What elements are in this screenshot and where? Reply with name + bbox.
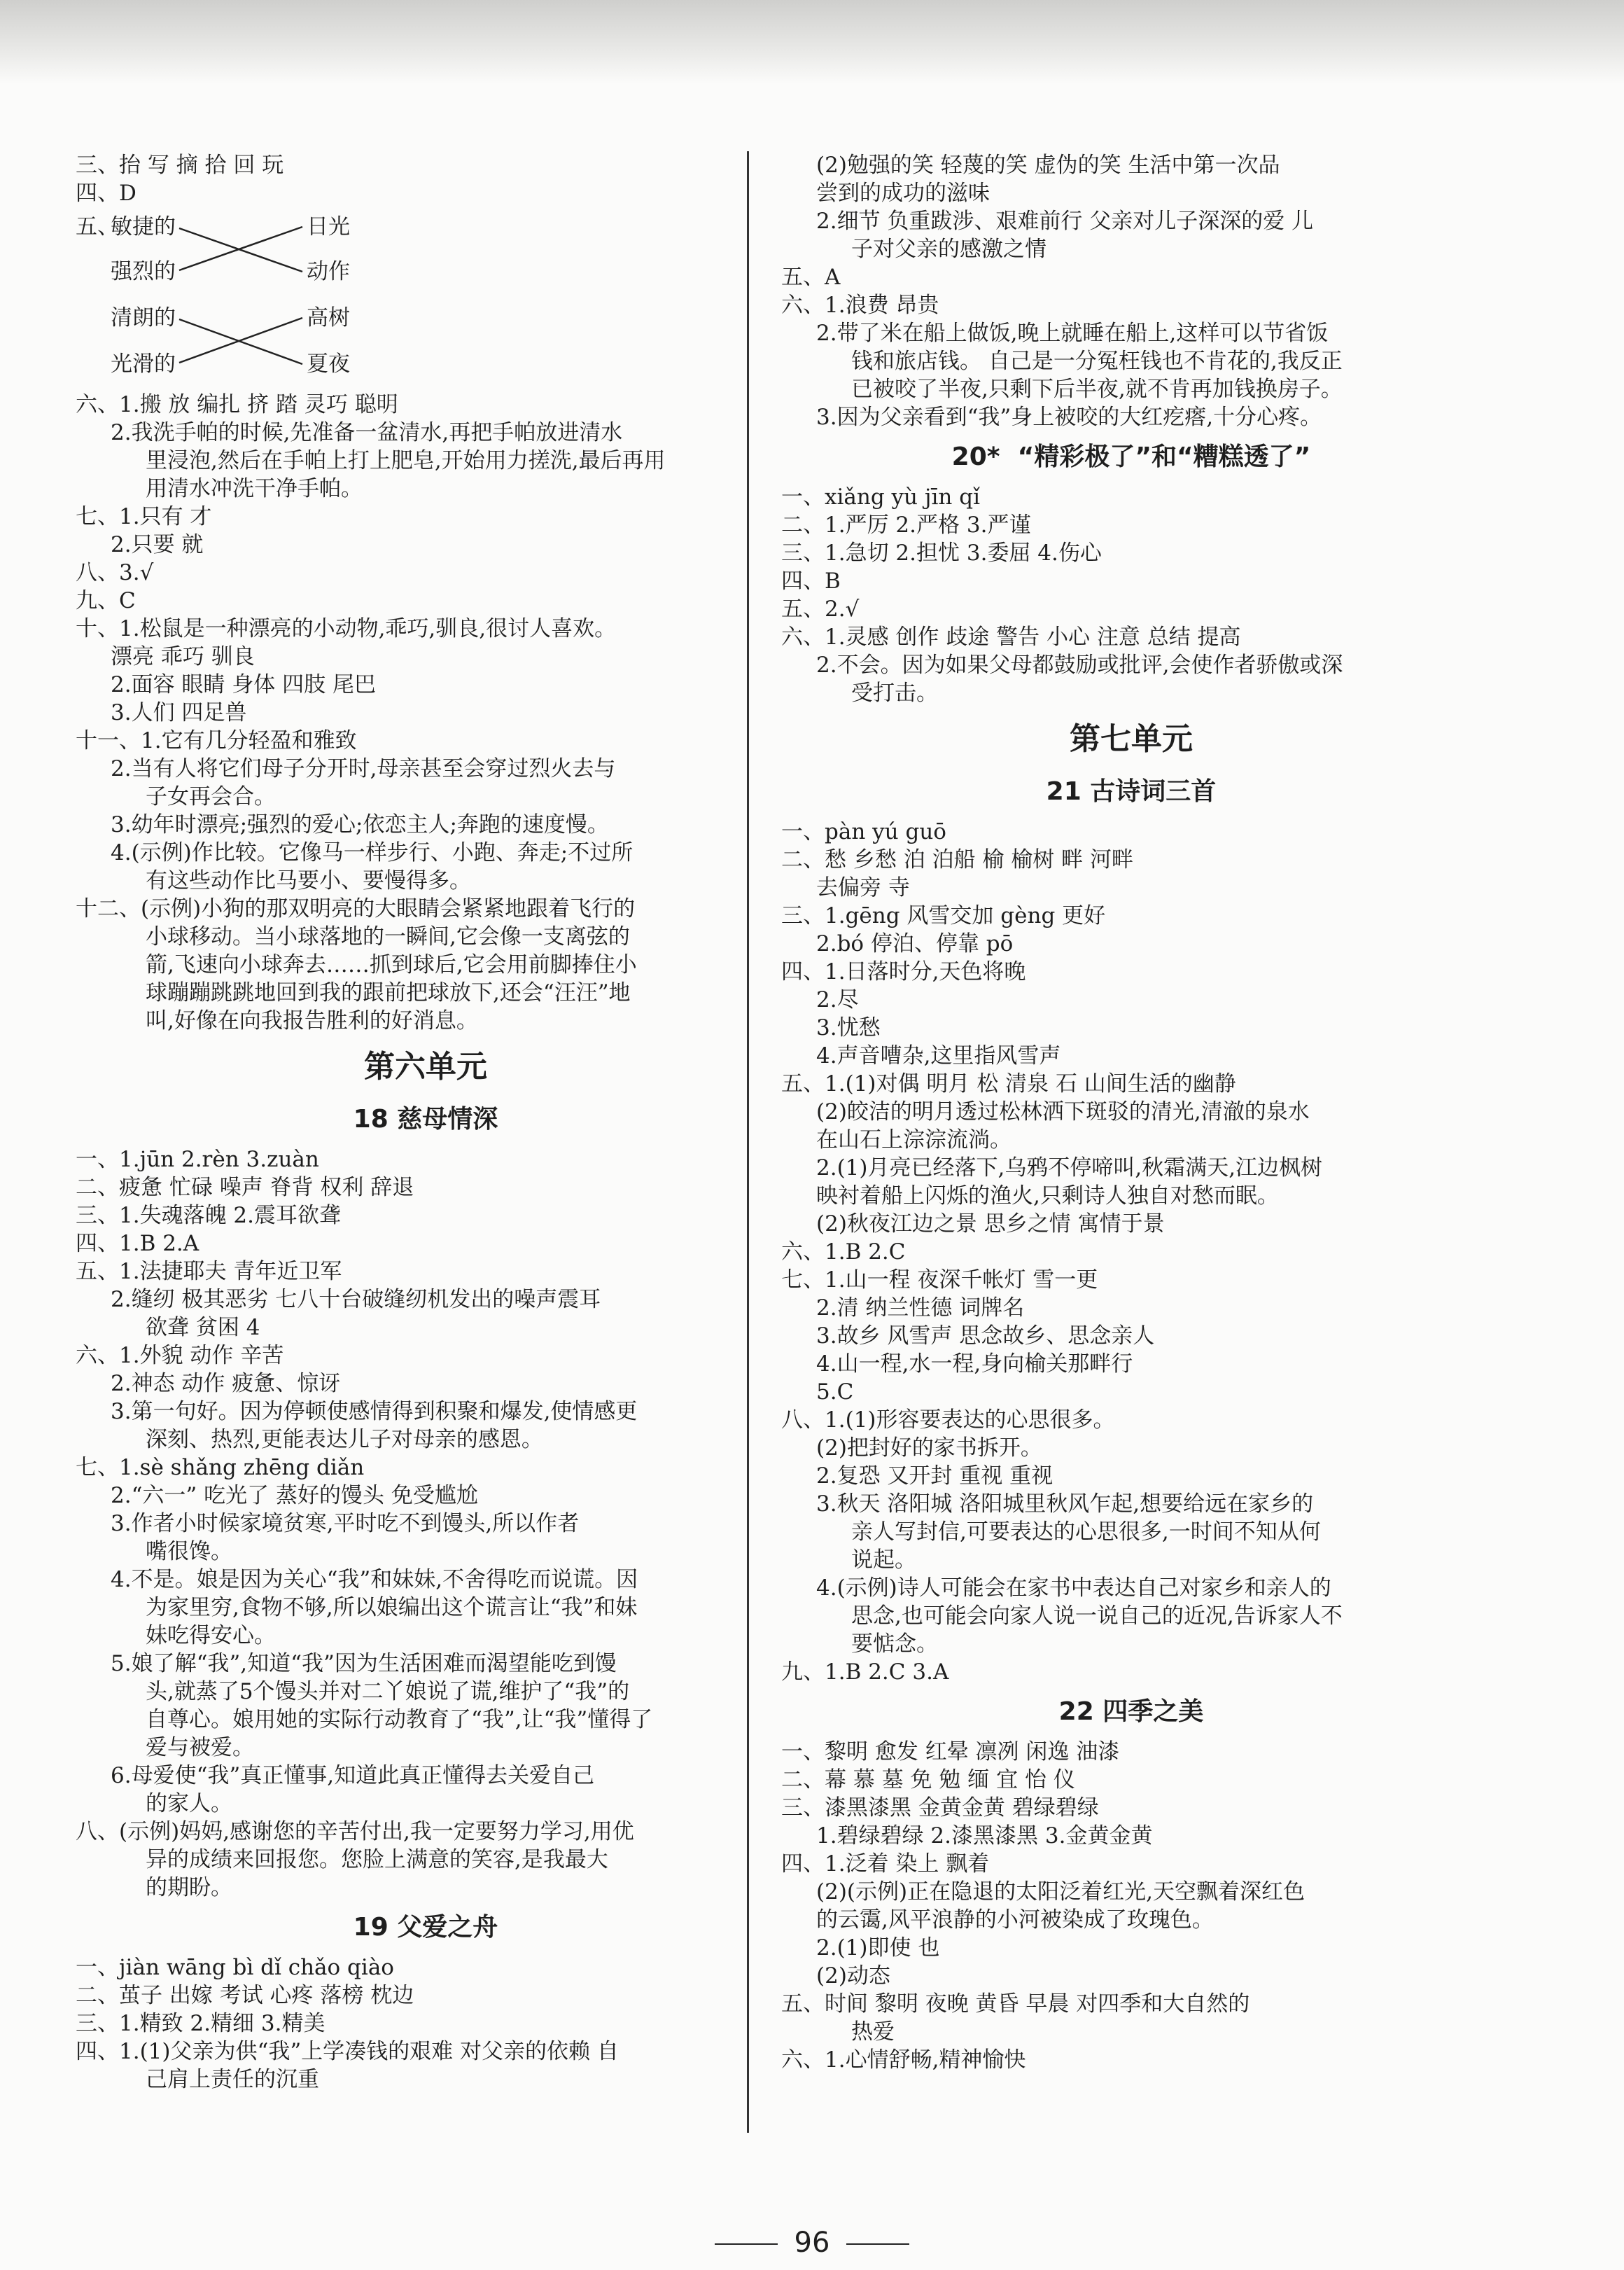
answer-line: 4.(示例)作比较。它像马一样步行、小跑、奔走;不过所 bbox=[111, 840, 634, 865]
answer-line: 三、1.精致 2.精细 3.精美 bbox=[76, 2011, 326, 2036]
answer-line: 钱和旅店钱。 自己是一分冤枉钱也不肯花的,我反正 bbox=[851, 349, 1343, 374]
answer-line: 2.我洗手帕的时候,先准备一盆清水,再把手帕放进清水 bbox=[111, 420, 623, 445]
answer-line: 十、1.松鼠是一种漂亮的小动物,乖巧,驯良,很讨人喜欢。 bbox=[76, 616, 617, 641]
answer-line: 自尊心。娘用她的实际行动教育了“我”,让“我”懂得了 bbox=[146, 1707, 653, 1732]
answer-line: 叫,好像在向我报告胜利的好消息。 bbox=[146, 1008, 478, 1033]
answer-line: 三、1.gēng 风雪交加 gèng 更好 bbox=[781, 903, 1106, 928]
answer-line: 2.当有人将它们母子分开时,母亲甚至会穿过烈火去与 bbox=[111, 756, 616, 781]
answer-line: (2)秋夜江边之景 思乡之情 寓情于景 bbox=[816, 1211, 1165, 1237]
answer-line: 2.尽 bbox=[816, 987, 859, 1012]
lesson-heading: 19 父爱之舟 bbox=[353, 1913, 498, 1942]
answer-line: 八、3.√ bbox=[76, 560, 154, 585]
answer-line: 5.C bbox=[816, 1379, 854, 1405]
answer-line: 三、抬 写 摘 拾 回 玩 bbox=[76, 153, 284, 178]
answer-line: 3.因为父亲看到“我”身上被咬的大红疙瘩,十分心疼。 bbox=[816, 405, 1322, 430]
answer-line: 五、1.(1)对偶 明月 松 清泉 石 山间生活的幽静 bbox=[781, 1071, 1236, 1096]
answer-line: 小球移动。当小球落地的一瞬间,它会像一支离弦的 bbox=[146, 924, 630, 949]
page-number: 96 bbox=[794, 2227, 830, 2259]
answer-line: 妹吃得安心。 bbox=[146, 1623, 276, 1648]
answer-line: 三、1.急切 2.担忧 3.委屈 4.伤心 bbox=[781, 541, 1102, 566]
answer-line: 七、1.sè shǎng zhēng diǎn bbox=[76, 1455, 365, 1480]
answer-line: 要惦念。 bbox=[851, 1631, 938, 1657]
answer-line: 嘴很馋。 bbox=[146, 1539, 232, 1564]
answer-line: 2.只要 就 bbox=[111, 532, 204, 557]
answer-line: (2)勉强的笑 轻蔑的笑 虚伪的笑 生活中第一次品 bbox=[816, 153, 1280, 178]
answer-line: 九、1.B 2.C 3.A bbox=[781, 1659, 949, 1685]
answer-line: 2.面容 眼睛 身体 四肢 尾巴 bbox=[111, 672, 376, 697]
answer-line: 五、A bbox=[781, 265, 841, 290]
answer-line: 热爱 bbox=[851, 2019, 895, 2045]
answer-line: (2)(示例)正在隐退的太阳泛着红光,天空飘着深红色 bbox=[816, 1879, 1305, 1905]
answer-line: 2.不会。因为如果父母都鼓励或批评,会使作者骄傲或深 bbox=[816, 653, 1343, 678]
answer-block-unit5-a bbox=[76, 151, 776, 207]
unit-heading: 第六单元 bbox=[364, 1049, 487, 1085]
match-connector-lines bbox=[76, 207, 356, 391]
answer-line: 三、1.失魂落魄 2.震耳欲聋 bbox=[76, 1203, 342, 1228]
answer-line: 九、C bbox=[76, 588, 136, 613]
answer-line: 六、1.心情舒畅,精神愉快 bbox=[781, 2047, 1026, 2073]
answer-block-lesson21 bbox=[781, 818, 1481, 1686]
answer-line: 受打击。 bbox=[851, 681, 938, 706]
answer-line: 亲人写封信,可要表达的心思很多,一时间不知从何 bbox=[851, 1519, 1321, 1545]
answer-line: 欲聋 贫困 4 bbox=[146, 1315, 260, 1340]
answer-block-lesson18 bbox=[76, 1146, 776, 1902]
right-column bbox=[781, 151, 1481, 2074]
answer-line: 尝到的成功的滋味 bbox=[816, 181, 990, 206]
answer-line: 己肩上责任的沉重 bbox=[146, 2067, 319, 2092]
answer-line: 七、1.山一程 夜深千帐灯 雪一更 bbox=[781, 1267, 1098, 1293]
answer-line: 2.细节 负重跋涉、艰难前行 父亲对儿子深深的爱 儿 bbox=[816, 209, 1314, 234]
answer-line: 二、幕 慕 墓 免 勉 缅 宜 怡 仪 bbox=[781, 1767, 1075, 1792]
answer-line: 四、1.B 2.A bbox=[76, 1231, 200, 1256]
answer-line: 漂亮 乖巧 驯良 bbox=[111, 644, 255, 669]
answer-line: 有这些动作比马要小、要慢得多。 bbox=[146, 868, 471, 893]
answer-line: 一、1.jūn 2.rèn 3.zuàn bbox=[76, 1147, 319, 1172]
answer-line: 3.人们 四足兽 bbox=[111, 700, 247, 725]
answer-line: 2.bó 停泊、停靠 pō bbox=[816, 931, 1014, 956]
answer-line: 3.秋天 洛阳城 洛阳城里秋风乍起,想要给远在家乡的 bbox=[816, 1491, 1314, 1517]
answer-line: 2.(1)月亮已经落下,乌鸦不停啼叫,秋霜满天,江边枫树 bbox=[816, 1155, 1323, 1181]
answer-line: 五、2.√ bbox=[781, 597, 860, 622]
answer-line: 六、1.B 2.C bbox=[781, 1239, 906, 1265]
answer-line: (2)把封好的家书拆开。 bbox=[816, 1435, 1042, 1461]
answer-line: 八、1.(1)形容要表达的心思很多。 bbox=[781, 1407, 1115, 1433]
answer-block-lesson19-cont bbox=[781, 151, 1481, 431]
answer-line: 二、疲惫 忙碌 噪声 脊背 权利 辞退 bbox=[76, 1175, 414, 1200]
answer-line: 3.幼年时漂亮;强烈的爱心;依恋主人;奔跑的速度慢。 bbox=[111, 812, 609, 837]
answer-line: 3.作者小时候家境贫寒,平时吃不到馒头,所以作者 bbox=[111, 1511, 580, 1536]
match-left-word: 强烈的 bbox=[111, 259, 176, 284]
answer-line: 四、1.(1)父亲为供“我”上学凑钱的艰难 对父亲的依赖 自 bbox=[76, 2039, 619, 2064]
answer-block-lesson22 bbox=[781, 1738, 1481, 2074]
answer-line: 2.缝纫 极其恶劣 七八十台破缝纫机发出的噪声震耳 bbox=[111, 1287, 601, 1312]
page-number-footer bbox=[0, 2227, 1624, 2259]
answer-line: 2.“六一” 吃光了 蒸好的馒头 免受尴尬 bbox=[111, 1483, 478, 1508]
answer-line: 四、B bbox=[781, 569, 841, 594]
answer-line: 2.带了米在船上做饭,晚上就睡在船上,这样可以节省饭 bbox=[816, 321, 1329, 346]
answer-line: 球蹦蹦跳跳地回到我的跟前把球放下,还会“汪汪”地 bbox=[146, 980, 631, 1005]
answer-line: 4.(示例)诗人可能会在家书中表达自己对家乡和亲人的 bbox=[816, 1575, 1331, 1601]
answer-line: 2.清 纳兰性德 词牌名 bbox=[816, 1295, 1025, 1321]
answer-line: 去偏旁 寺 bbox=[816, 875, 910, 900]
column-divider bbox=[747, 151, 749, 2133]
answer-line: 二、茧子 出嫁 考试 心疼 落榜 枕边 bbox=[76, 1983, 414, 2008]
answer-line: 深刻、热烈,更能表达儿子对母亲的感恩。 bbox=[146, 1427, 543, 1452]
answer-line: 6.母爱使“我”真正懂事,知道此真正懂得去关爱自己 bbox=[111, 1763, 595, 1788]
match-left-word: 清朗的 bbox=[111, 305, 176, 330]
match-left-word: 光滑的 bbox=[111, 351, 176, 377]
answer-line: 已被咬了半夜,只剩下后半夜,就不肯再加钱换房子。 bbox=[851, 377, 1343, 402]
answer-line: 子女再会合。 bbox=[146, 784, 276, 809]
answer-line: 一、pàn yú guō bbox=[781, 819, 946, 844]
answer-line: 一、xiǎng yù jīn qǐ bbox=[781, 485, 980, 510]
answer-line: 在山石上淙淙流淌。 bbox=[816, 1127, 1011, 1153]
answer-line: 四、1.泛着 染上 飘着 bbox=[781, 1851, 990, 1876]
footer-dash bbox=[846, 2243, 909, 2245]
lesson-heading: 21 古诗词三首 bbox=[1046, 777, 1217, 806]
lesson-heading: 18 慈母情深 bbox=[353, 1105, 498, 1134]
answer-line: (2)动态 bbox=[816, 1963, 890, 1989]
answer-line: 四、1.日落时分,天色将晚 bbox=[781, 959, 1026, 984]
match-left-word: 敏捷的 bbox=[111, 214, 176, 239]
answer-line: 的云霭,风平浪静的小河被染成了玫瑰色。 bbox=[816, 1907, 1214, 1933]
match-prefix: 五、 bbox=[76, 214, 119, 239]
answer-line: 十一、1.它有几分轻盈和雅致 bbox=[76, 728, 357, 753]
answer-line: (2)皎洁的明月透过松林洒下斑驳的清光,清澈的泉水 bbox=[816, 1099, 1310, 1124]
lesson-heading: 22 四季之美 bbox=[1058, 1697, 1204, 1726]
answer-line: 的家人。 bbox=[146, 1791, 232, 1816]
answer-line: 三、漆黑漆黑 金黄金黄 碧绿碧绿 bbox=[781, 1795, 1099, 1820]
answer-line: 3.故乡 风雪声 思念故乡、思念亲人 bbox=[816, 1323, 1155, 1349]
answer-line: 四、D bbox=[76, 181, 136, 206]
answer-line: 八、(示例)妈妈,感谢您的辛苦付出,我一定要努力学习,用优 bbox=[76, 1819, 634, 1844]
answer-line: 2.复恐 又开封 重视 重视 bbox=[816, 1463, 1054, 1489]
answer-line: 六、1.搬 放 编扎 挤 踏 灵巧 聪明 bbox=[76, 392, 398, 417]
answer-line: 思念,也可能会向家人说一说自己的近况,告诉家人不 bbox=[851, 1603, 1343, 1629]
answer-line: 一、jiàn wāng bì dǐ chǎo qiào bbox=[76, 1955, 394, 1980]
answer-line: 一、黎明 愈发 红晕 凛冽 闲逸 油漆 bbox=[781, 1739, 1120, 1764]
answer-line: 六、1.灵感 创作 歧途 警告 小心 注意 总结 提高 bbox=[781, 625, 1241, 650]
left-column bbox=[76, 151, 776, 2094]
answer-block-lesson19 bbox=[76, 1954, 776, 2094]
answer-line: 五、1.法捷耶夫 青年近卫军 bbox=[76, 1259, 342, 1284]
answer-line: 七、1.只有 才 bbox=[76, 504, 212, 529]
answer-line: 4.不是。娘是因为关心“我”和妹妹,不舍得吃而说谎。因 bbox=[111, 1567, 638, 1592]
answer-line: 二、1.严厉 2.严格 3.严谨 bbox=[781, 513, 1031, 538]
match-right-word: 夏夜 bbox=[307, 351, 350, 377]
answer-line: 3.忧愁 bbox=[816, 1015, 881, 1040]
answer-line: 爱与被爱。 bbox=[146, 1735, 254, 1760]
answer-line: 里浸泡,然后在手帕上打上肥皂,开始用力搓洗,最后再用 bbox=[146, 448, 666, 473]
answer-line: 头,就蒸了5个馒头并对二丫娘说了谎,维护了“我”的 bbox=[146, 1679, 630, 1704]
match-right-word: 日光 bbox=[307, 214, 350, 239]
answer-line: 4.山一程,水一程,身向榆关那畔行 bbox=[816, 1351, 1133, 1377]
answer-line: 六、1.外貌 动作 辛苦 bbox=[76, 1343, 284, 1368]
answer-line: 子对父亲的感激之情 bbox=[851, 237, 1046, 262]
answer-line: 2.(1)即使 也 bbox=[816, 1935, 940, 1961]
answer-line: 五、时间 黎明 夜晚 黄昏 早晨 对四季和大自然的 bbox=[781, 1991, 1250, 2017]
answer-line: 映衬着船上闪烁的渔火,只剩诗人独自对愁而眠。 bbox=[816, 1183, 1279, 1209]
footer-dash bbox=[715, 2243, 778, 2245]
answer-line: 十二、(示例)小狗的那双明亮的大眼睛会紧紧地跟着飞行的 bbox=[76, 896, 636, 921]
answer-line: 箭,飞速向小球奔去……抓到球后,它会用前脚捧住小 bbox=[146, 952, 637, 977]
answer-line: 1.碧绿碧绿 2.漆黑漆黑 3.金黄金黄 bbox=[816, 1823, 1153, 1848]
answer-line: 的期盼。 bbox=[146, 1875, 232, 1900]
answer-line: 2.神态 动作 疲惫、惊讶 bbox=[111, 1371, 341, 1396]
answer-line: 六、1.浪费 昂贵 bbox=[781, 293, 939, 318]
answer-line: 5.娘了解“我”,知道“我”因为生活困难而渴望能吃到馒 bbox=[111, 1651, 617, 1676]
answer-line: 二、愁 乡愁 泊 泊船 榆 榆树 畔 河畔 bbox=[781, 847, 1133, 872]
answer-line: 4.声音嘈杂,这里指风雪声 bbox=[816, 1043, 1061, 1068]
matching-exercise bbox=[76, 207, 776, 391]
answer-line: 异的成绩来回报您。您脸上满意的笑容,是我最大 bbox=[146, 1847, 608, 1872]
lesson-heading: 20* “精彩极了”和“糟糕透了” bbox=[951, 443, 1311, 471]
match-right-word: 高树 bbox=[307, 305, 350, 330]
answer-line: 3.第一句好。因为停顿使感情得到积聚和爆发,使情感更 bbox=[111, 1399, 638, 1424]
answer-block-lesson20 bbox=[781, 483, 1481, 707]
answer-line: 说起。 bbox=[851, 1547, 916, 1573]
unit-heading: 第七单元 bbox=[1070, 721, 1193, 757]
answer-line: 用清水冲洗干净手帕。 bbox=[146, 476, 363, 501]
scan-top-shadow bbox=[0, 0, 1624, 84]
match-right-word: 动作 bbox=[307, 259, 350, 284]
answer-block-unit5-b bbox=[76, 391, 776, 1035]
answer-line: 为家里穷,食物不够,所以娘编出这个谎言让“我”和妹 bbox=[146, 1595, 638, 1620]
